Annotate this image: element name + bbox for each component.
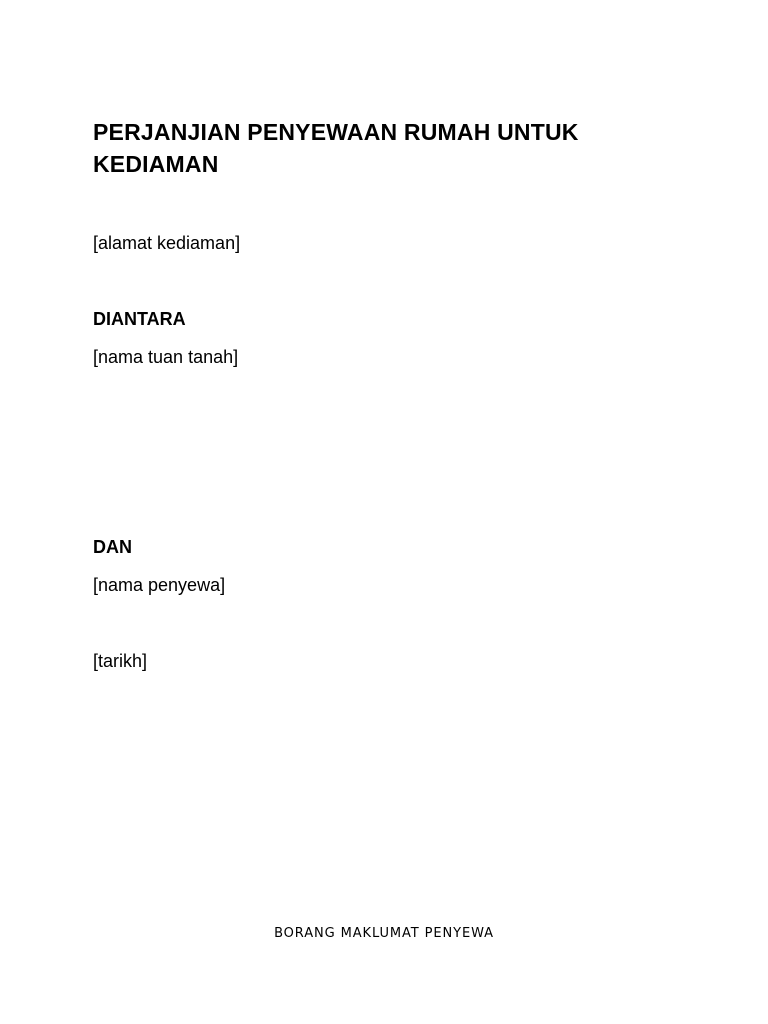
address-placeholder: [alamat kediaman] xyxy=(93,233,241,253)
between-label: DIANTARA xyxy=(93,309,186,329)
and-label: DAN xyxy=(93,537,132,557)
date-placeholder: [tarikh] xyxy=(93,651,148,671)
landlord-placeholder: [nama tuan tanah] xyxy=(93,347,239,367)
footer-label: BORANG MAKLUMAT PENYEWA xyxy=(274,926,494,941)
tenant-placeholder: [nama penyewa] xyxy=(93,575,226,595)
document-title: PERJANJIAN PENYEWAAN RUMAH UNTUK KEDIAMAN xyxy=(93,119,579,177)
